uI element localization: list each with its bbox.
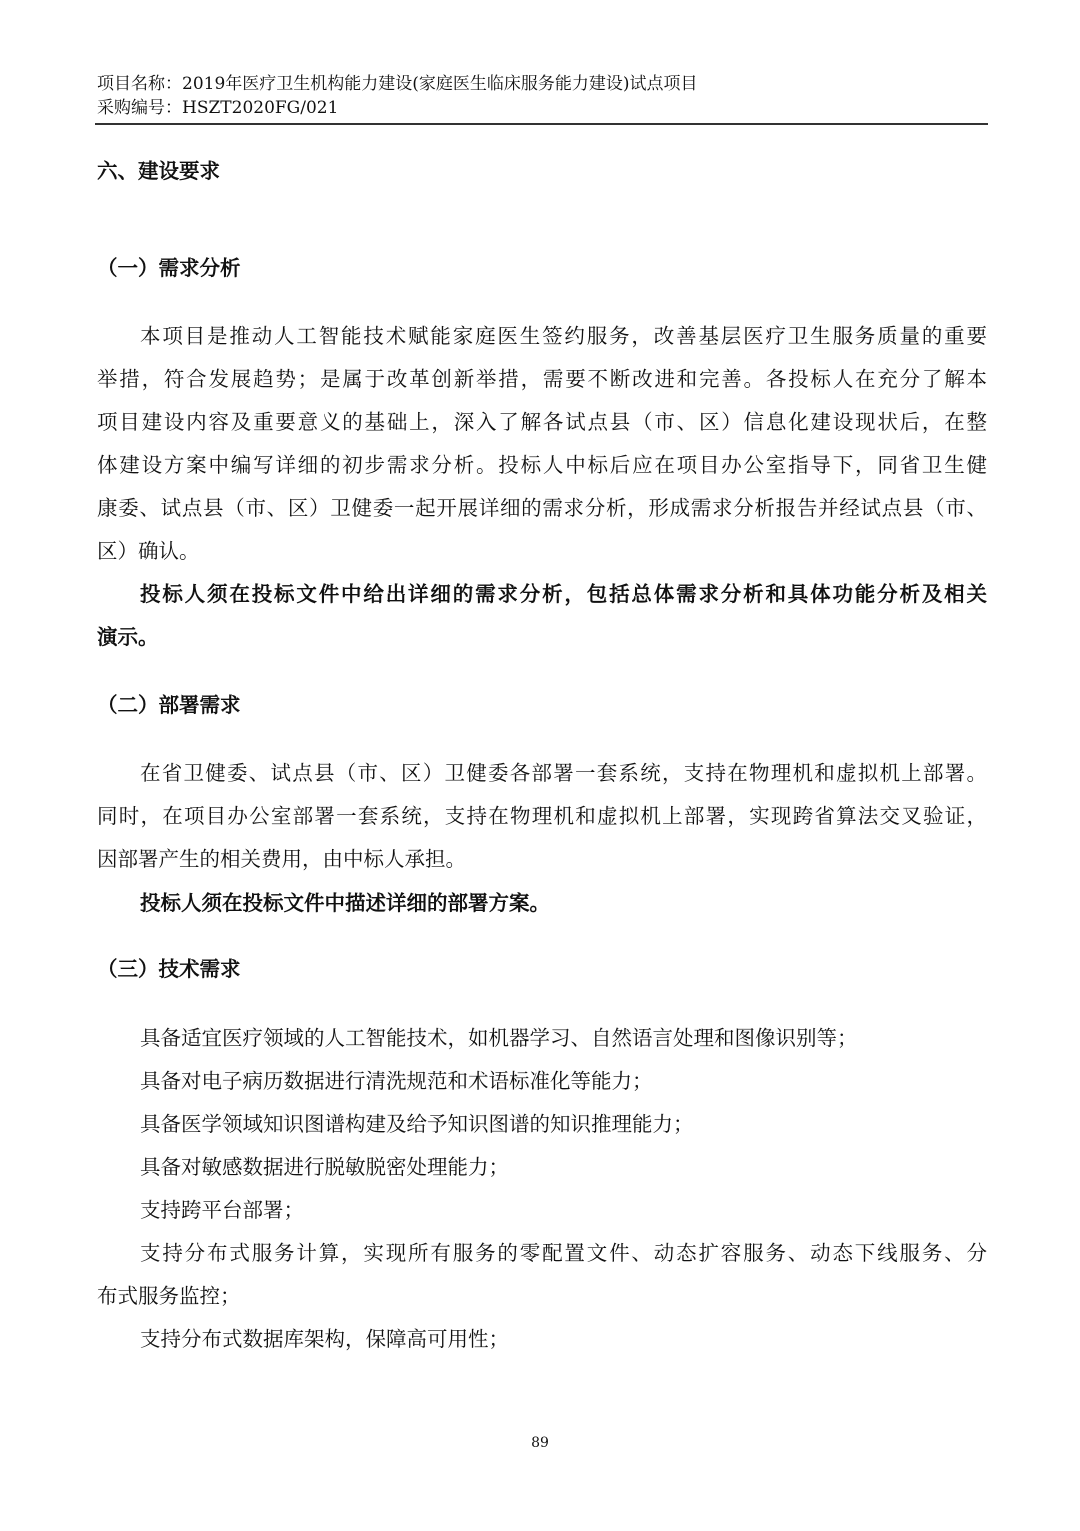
tech-requirement-line: 具备医学领域知识图谱构建及给予知识图谱的知识推理能力；	[140, 1112, 694, 1136]
paragraph-line: 项目建设内容及重要意义的基础上，深入了解各试点县（市、区）信息化建设现状后，在整	[97, 410, 987, 434]
header-procurement-number: 采购编号：HSZT2020FG/021	[97, 98, 339, 118]
paragraph-line: 康委、试点县（市、区）卫健委一起开展详细的需求分析，形成需求分析报告并经试点县（市、	[97, 496, 987, 520]
paragraph-line: 本项目是推动人工智能技术赋能家庭医生签约服务，改善基层医疗卫生服务质量的重要	[140, 324, 987, 348]
tech-requirement-line: 支持分布式数据库架构，保障高可用性；	[140, 1327, 509, 1351]
section-title: 六、建设要求	[97, 159, 220, 183]
tech-requirement-line: 具备对电子病历数据进行清洗规范和术语标准化等能力；	[140, 1069, 653, 1093]
bold-requirement-line: 投标人须在投标文件中描述详细的部署方案。	[140, 891, 550, 915]
paragraph-line: 在省卫健委、试点县（市、区）卫健委各部署一套系统，支持在物理机和虚拟机上部署。	[140, 761, 987, 785]
tech-requirement-line: 支持跨平台部署；	[140, 1198, 304, 1222]
paragraph-line: 体建设方案中编写详细的初步需求分析。投标人中标后应在项目办公室指导下，同省卫生健	[97, 453, 987, 477]
page-number: 89	[531, 1435, 549, 1451]
tech-requirement-line: 具备对敏感数据进行脱敏脱密处理能力；	[140, 1155, 509, 1179]
tech-requirement-line: 支持分布式服务计算，实现所有服务的零配置文件、动态扩容服务、动态下线服务、分	[140, 1241, 987, 1265]
tech-requirement-line: 布式服务监控；	[97, 1284, 241, 1308]
subsection-title-requirements-analysis: （一）需求分析	[97, 256, 241, 280]
paragraph-line: 区）确认。	[97, 539, 200, 563]
bold-requirement-line: 投标人须在投标文件中给出详细的需求分析，包括总体需求分析和具体功能分析及相关	[140, 582, 987, 606]
subsection-title-deployment: （二）部署需求	[97, 693, 241, 717]
tech-requirement-line: 具备适宜医疗领域的人工智能技术，如机器学习、自然语言处理和图像识别等；	[140, 1026, 858, 1050]
subsection-title-technical: （三）技术需求	[97, 957, 241, 981]
header-project-name: 项目名称：2019年医疗卫生机构能力建设(家庭医生临床服务能力建设)试点项目	[97, 74, 698, 94]
paragraph-line: 举措，符合发展趋势；是属于改革创新举措，需要不断改进和完善。各投标人在充分了解本	[97, 367, 987, 391]
bold-requirement-line: 演示。	[97, 625, 159, 649]
paragraph-line: 因部署产生的相关费用，由中标人承担。	[97, 847, 466, 871]
paragraph-line: 同时，在项目办公室部署一套系统，支持在物理机和虚拟机上部署，实现跨省算法交叉验证，	[97, 804, 987, 828]
header-divider	[95, 123, 988, 125]
